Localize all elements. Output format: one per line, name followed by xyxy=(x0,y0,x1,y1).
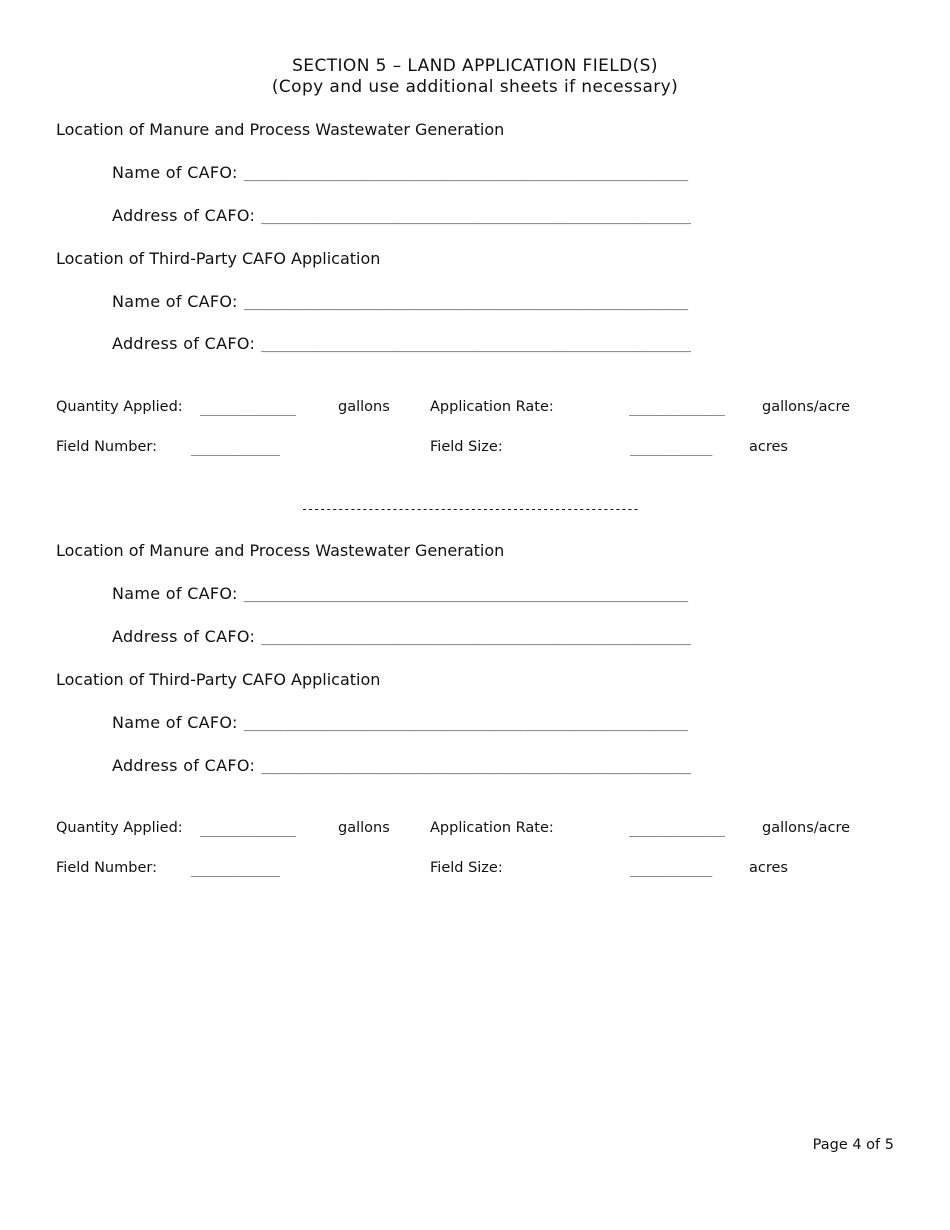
address-blank-line[interactable]: ___________________________________________________________ xyxy=(261,631,691,646)
section-subtitle: (Copy and use additional sheets if necessary) xyxy=(271,77,679,97)
application-address-field[interactable] xyxy=(112,756,690,775)
generation-name-field[interactable] xyxy=(112,584,688,603)
generation-heading: Location of Manure and Process Wastewater Generation xyxy=(56,541,505,560)
application-heading: Location of Third-Party CAFO Application xyxy=(56,670,381,689)
application-name-field[interactable] xyxy=(112,713,688,732)
rate-unit: gallons/acre xyxy=(762,820,851,836)
address-label: Address of CAFO: xyxy=(112,627,256,646)
application-name-field[interactable] xyxy=(112,292,688,311)
name-label: Name of CAFO: xyxy=(112,163,238,182)
field-size-blank-line[interactable]: ____________ xyxy=(630,863,712,877)
quantity-unit: gallons xyxy=(338,820,390,836)
rate-label: Application Rate: xyxy=(430,820,554,836)
address-label: Address of CAFO: xyxy=(112,756,256,775)
address-blank-line[interactable]: ___________________________________________________________ xyxy=(261,760,691,775)
name-blank-line[interactable]: _____________________________________________________________ xyxy=(243,296,688,311)
field-number-label: Field Number: xyxy=(56,860,157,876)
generation-name-field[interactable] xyxy=(112,163,688,182)
field-size-blank-line[interactable]: ____________ xyxy=(630,442,712,456)
field-size-unit: acres xyxy=(749,860,788,876)
field-number-blank-line[interactable]: _____________ xyxy=(191,863,280,877)
application-address-field[interactable] xyxy=(112,334,690,353)
address-label: Address of CAFO: xyxy=(112,206,256,225)
name-blank-line[interactable]: _____________________________________________________________ xyxy=(243,717,688,732)
name-blank-line[interactable]: _____________________________________________________________ xyxy=(243,167,688,182)
quantity-label: Quantity Applied: xyxy=(56,399,183,415)
field-size-unit: acres xyxy=(749,439,788,455)
rate-blank-line[interactable]: ______________ xyxy=(629,823,725,837)
name-label: Name of CAFO: xyxy=(112,584,238,603)
section-title: SECTION 5 – LAND APPLICATION FIELD(S) xyxy=(292,56,658,76)
generation-address-field[interactable] xyxy=(112,206,690,225)
field-size-label: Field Size: xyxy=(430,860,503,876)
quantity-label: Quantity Applied: xyxy=(56,820,183,836)
page-number: Page 4 of 5 xyxy=(812,1137,894,1153)
address-blank-line[interactable]: ___________________________________________________________ xyxy=(261,210,691,225)
field-size-label: Field Size: xyxy=(430,439,503,455)
rate-label: Application Rate: xyxy=(430,399,554,415)
rate-unit: gallons/acre xyxy=(762,399,851,415)
address-blank-line[interactable]: ___________________________________________________________ xyxy=(261,338,691,353)
name-label: Name of CAFO: xyxy=(112,713,238,732)
quantity-unit: gallons xyxy=(338,399,390,415)
generation-heading: Location of Manure and Process Wastewater Generation xyxy=(56,120,505,139)
rate-blank-line[interactable]: ______________ xyxy=(629,402,725,416)
generation-address-field[interactable] xyxy=(112,627,690,646)
field-number-label: Field Number: xyxy=(56,439,157,455)
name-blank-line[interactable]: _____________________________________________________________ xyxy=(243,588,688,603)
name-label: Name of CAFO: xyxy=(112,292,238,311)
quantity-blank-line[interactable]: ______________ xyxy=(200,402,296,416)
block-separator: -------------------------------------------------------- xyxy=(301,502,639,516)
address-label: Address of CAFO: xyxy=(112,334,256,353)
quantity-blank-line[interactable]: ______________ xyxy=(200,823,296,837)
application-heading: Location of Third-Party CAFO Application xyxy=(56,249,381,268)
field-number-blank-line[interactable]: _____________ xyxy=(191,442,280,456)
